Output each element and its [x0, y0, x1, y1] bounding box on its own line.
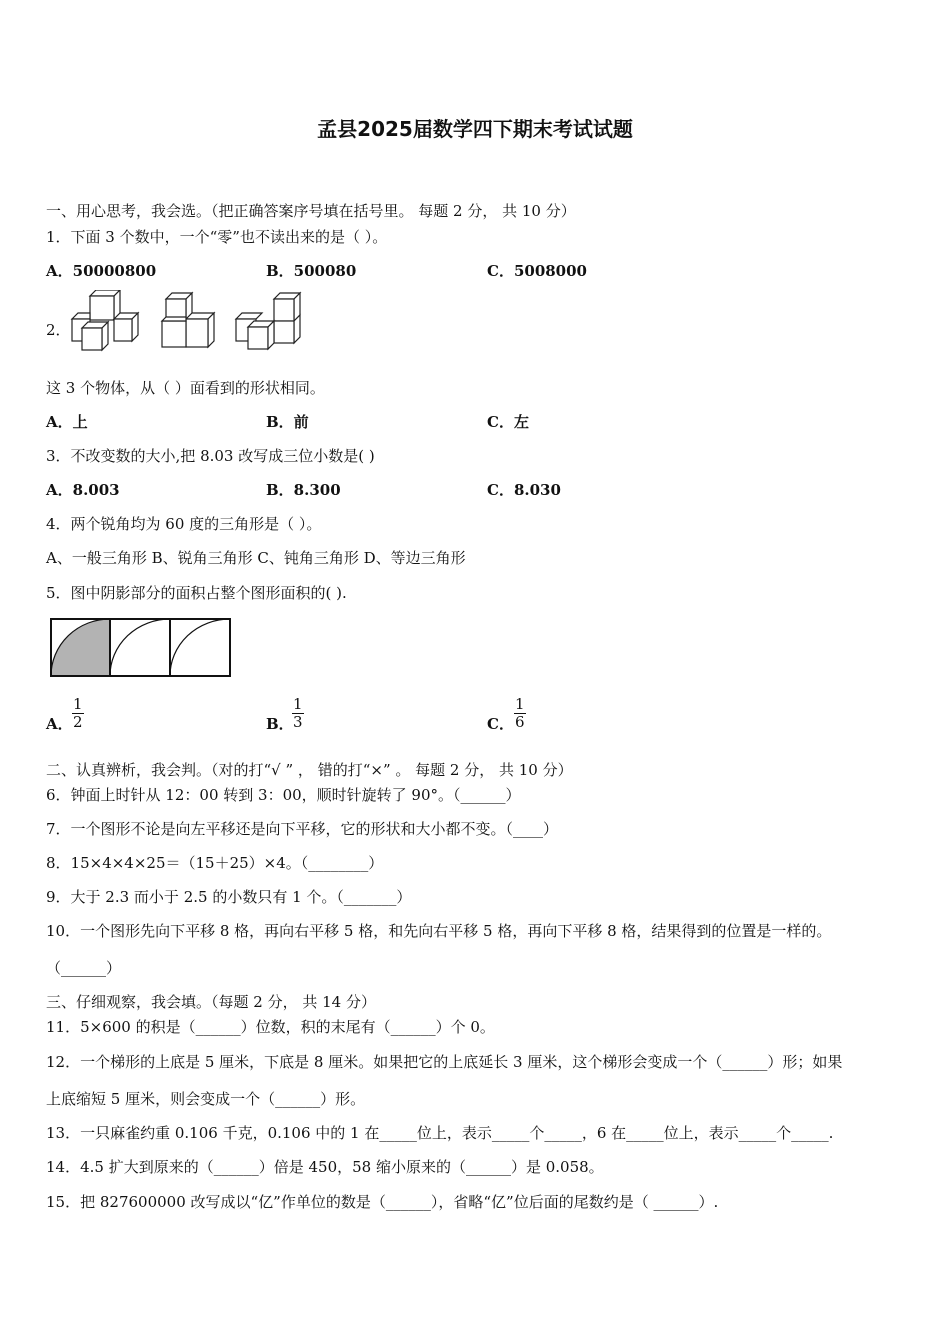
- q12: 12．一个梯形的上底是 5 厘米，下底是 8 厘米。如果把它的上底延长 3 厘米，这个梯形会变成一个（______）形；如果: [46, 1053, 843, 1071]
- section3-header: 三、仔细观察，我会填。（每题 2 分， 共 14 分）: [46, 993, 376, 1011]
- q14: 14．4.5 扩大到原来的（______）倍是 450，58 缩小原来的（______）是 0.058。: [46, 1158, 604, 1176]
- q3-option-c: C．8.030: [487, 481, 561, 499]
- q5-option-b-label: B．: [266, 715, 294, 733]
- fraction-numerator: 1: [515, 695, 525, 713]
- q10: 10．一个图形先向下平移 8 格，再向右平移 5 格，和先向右平移 5 格，再向下平移 8 格，结果得到的位置是一样的。: [46, 922, 832, 940]
- q5-option-a-fraction: [72, 696, 84, 731]
- q3-option-a: A．8.003: [46, 481, 120, 499]
- q13: 13．一只麻雀约重 0.106 千克，0.106 中的 1 在_____位上，表示_____个_____，6 在_____位上，表示_____个_____.: [46, 1124, 834, 1142]
- fraction-numerator: 1: [73, 695, 83, 713]
- q3-stem: 3．不改变数的大小,把 8.03 改写成三位小数是( ): [46, 447, 375, 465]
- q5-option-c-fraction: [514, 696, 526, 731]
- q10-answer-blank: （______）: [46, 959, 122, 977]
- q1-stem: 1．下面 3 个数中，一个“零”也不读出来的是（ ）。: [46, 228, 388, 246]
- q7: 7．一个图形不论是向左平移还是向下平移，它的形状和大小都不变。（____）: [46, 820, 559, 838]
- q12-continued: 上底缩短 5 厘米，则会变成一个（______）形。: [46, 1090, 366, 1108]
- q5-option-c-label: C．: [487, 715, 514, 733]
- fraction-numerator: 1: [293, 695, 303, 713]
- cube-figure-1: [72, 290, 138, 350]
- q5-option-b-fraction: [292, 696, 304, 731]
- q2-number: 2．: [46, 321, 71, 339]
- q5-option-a-label: A．: [46, 715, 73, 733]
- q2-option-c: C．左: [487, 413, 529, 431]
- cube-figure-2: [162, 293, 214, 347]
- fraction-denominator: 6: [515, 713, 525, 731]
- q4-stem: 4．两个锐角均为 60 度的三角形是（ ）。: [46, 515, 322, 533]
- q4-options: A、一般三角形 B、锐角三角形 C、钝角三角形 D、等边三角形: [46, 549, 466, 567]
- cube-figure-3: [236, 293, 300, 349]
- fraction-denominator: 2: [73, 713, 83, 731]
- q1-option-c: C．5008000: [487, 262, 587, 280]
- q2-option-b: B．前: [266, 413, 309, 431]
- q8: 8．15×4×4×25＝（15＋25）×4。（________）: [46, 854, 384, 872]
- q1-option-a: A．50000800: [46, 262, 157, 280]
- page-title: 孟县2025届数学四下期末考试试题: [317, 117, 633, 141]
- q9: 9．大于 2.3 而小于 2.5 的小数只有 1 个。（_______）: [46, 888, 412, 906]
- q1-option-b: B．500080: [266, 262, 357, 280]
- fraction-denominator: 3: [293, 713, 303, 731]
- q2-option-a: A．上: [46, 413, 88, 431]
- section2-header: 二、认真辨析，我会判。（对的打“√ ” ， 错的打“×” 。 每题 2 分， 共 10 分）: [46, 761, 573, 779]
- q15: 15．把 827600000 改写成以“亿”作单位的数是（______），省略“亿”位后面的尾数约是（ ______）.: [46, 1193, 719, 1211]
- q2-stem: 这 3 个物体，从（ ）面看到的形状相同。: [46, 379, 325, 397]
- q11: 11．5×600 的积是（______）位数，积的末尾有（______）个 0。: [46, 1018, 495, 1036]
- q3-option-b: B．8.300: [266, 481, 341, 499]
- q2-cube-figures: [66, 290, 306, 354]
- q6: 6．钟面上时针从 12：00 转到 3：00，顺时针旋转了 90°。（______）: [46, 786, 521, 804]
- q5-stem: 5．图中阴影部分的面积占整个图形面积的( ).: [46, 584, 347, 602]
- section1-header: 一、用心思考，我会选。（把正确答案序号填在括号里。 每题 2 分， 共 10 分）: [46, 202, 576, 220]
- q5-shaded-figure: [49, 616, 233, 678]
